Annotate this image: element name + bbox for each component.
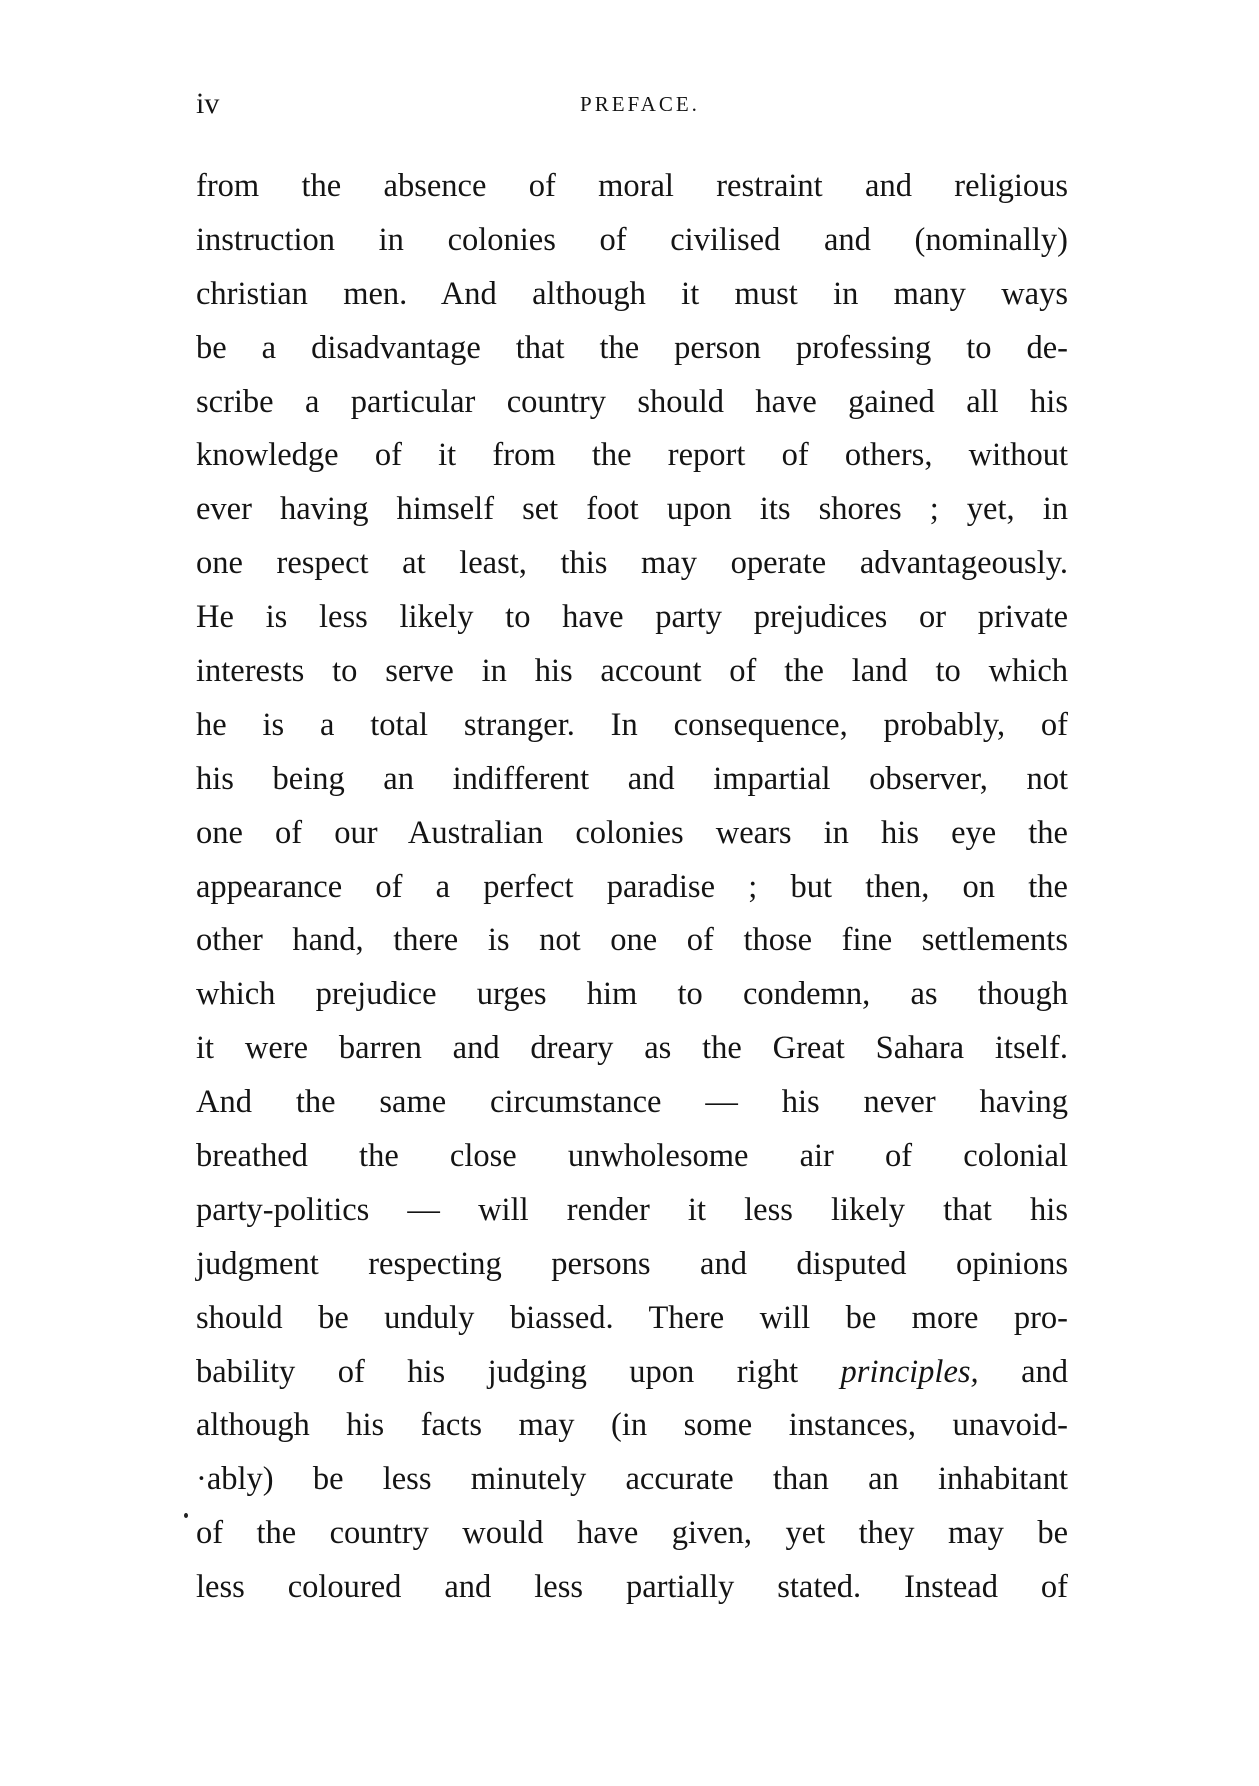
text-line: he is a total stranger. In consequence, probably, of <box>196 706 1068 743</box>
page-number: iv <box>196 87 220 120</box>
text-line: of the country would have given, yet they may be <box>196 1515 1068 1552</box>
text-line: other hand, there is not one of those fine settlements <box>196 922 1068 959</box>
text-line: christian men. And although it must in many ways <box>196 275 1068 312</box>
ink-speck <box>184 1513 188 1518</box>
running-title: PREFACE. <box>580 92 700 116</box>
text-line-with-italic <box>196 1346 1068 1400</box>
text-line: one of our Australian colonies wears in his eye the <box>196 814 1068 851</box>
text-line: less coloured and less partially stated. Instead of <box>196 1569 1068 1606</box>
text-line: breathed the close unwholesome air of colonial <box>196 1138 1068 1175</box>
text-line: knowledge of it from the report of others, without <box>196 437 1068 474</box>
text-line: ·ably) be less minutely accurate than an inhabitant <box>196 1461 1068 1498</box>
text-line: ever having himself set foot upon its shores ; yet, in <box>196 491 1068 528</box>
text-line: be a disadvantage that the person professing to de- <box>196 329 1068 366</box>
text-line: party-politics — will render it less likely that his <box>196 1191 1068 1228</box>
text-line: should be unduly biassed. There will be more pro- <box>196 1299 1068 1336</box>
text-line: which prejudice urges him to condemn, as though <box>196 976 1068 1013</box>
italic-word: principles, <box>840 1353 979 1390</box>
text-line: And the same circumstance — his never having <box>196 1084 1068 1121</box>
text-line: from the absence of moral restraint and religious <box>196 168 1068 204</box>
text-line: it were barren and dreary as the Great Sahara itself. <box>196 1030 1068 1067</box>
running-head <box>196 84 1064 124</box>
text-line: He is less likely to have party prejudices or private <box>196 599 1068 636</box>
text-fragment: and <box>1021 1353 1069 1390</box>
body-text <box>196 160 1068 1615</box>
text-fragment: bability of his judging upon right <box>196 1353 799 1390</box>
text-line: appearance of a perfect paradise ; but then, on the <box>196 868 1068 905</box>
text-line: scribe a particular country should have gained all his <box>196 383 1068 420</box>
text-line: interests to serve in his account of the land to which <box>196 653 1068 690</box>
text-line: instruction in colonies of civilised and (nominally) <box>196 221 1068 258</box>
text-line: although his facts may (in some instances, unavoid- <box>196 1407 1068 1444</box>
text-line: judgment respecting persons and disputed opinions <box>196 1245 1068 1282</box>
text-line: one respect at least, this may operate advantageously. <box>196 545 1068 582</box>
text-line: his being an indifferent and impartial observer, not <box>196 760 1068 797</box>
